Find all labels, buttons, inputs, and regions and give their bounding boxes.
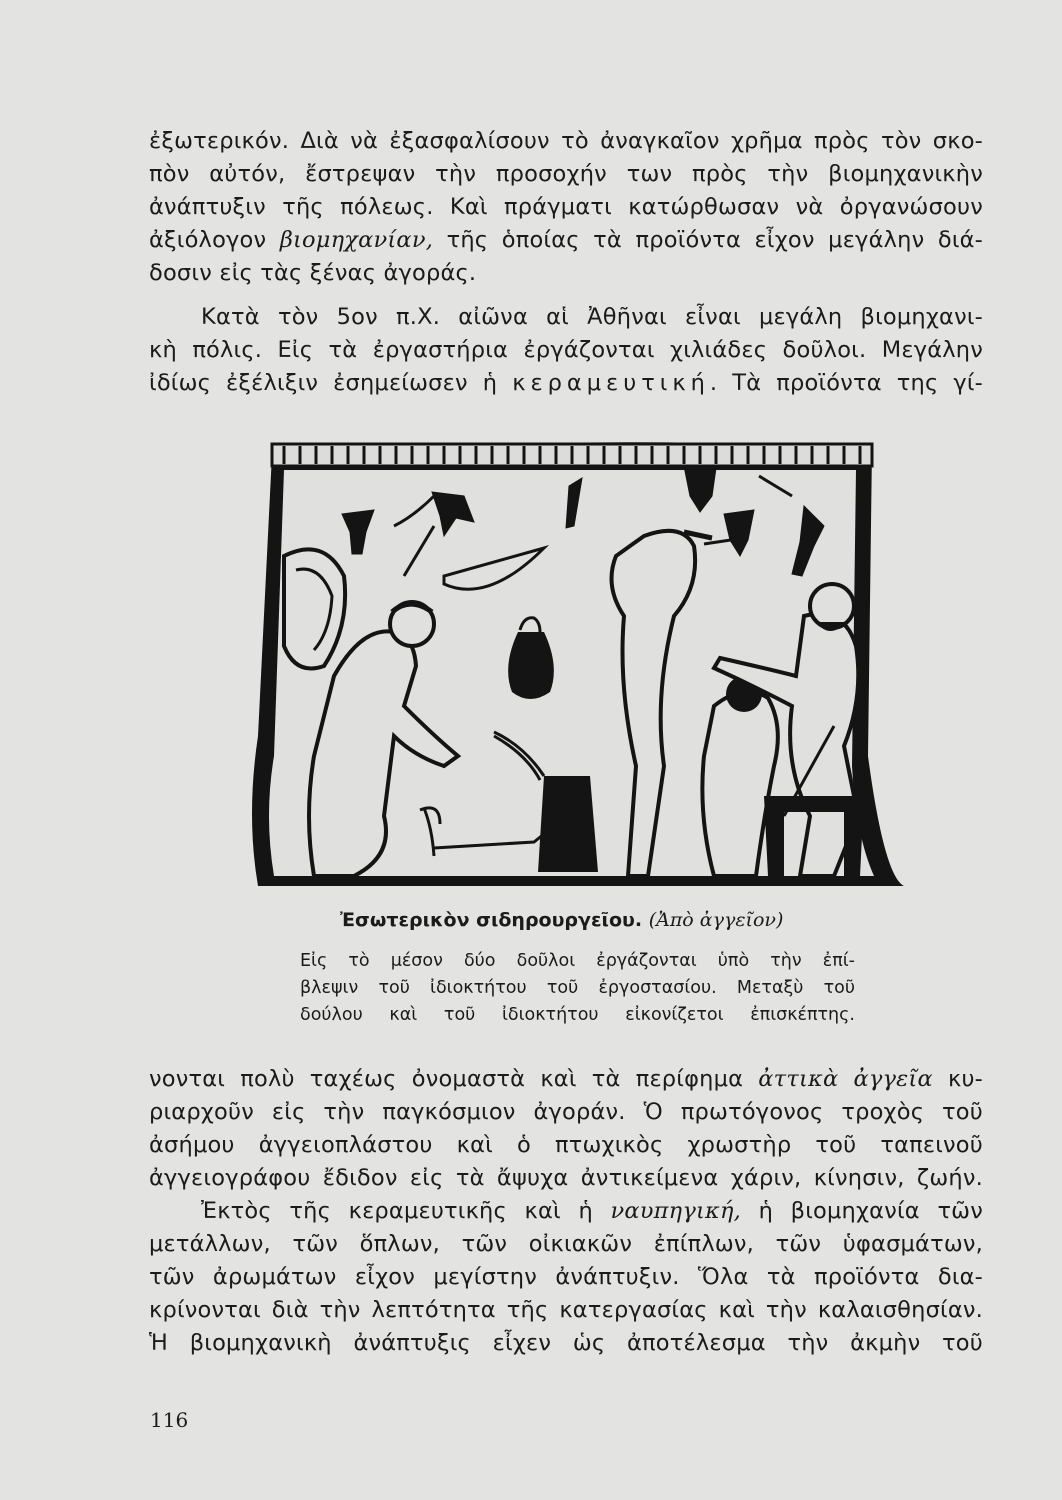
text-line: ἀγγειογράφου ἔδιδον εἰς τὰ ἄψυχα ἀντικείμενα χάριν, κίνησιν, ζωήν. [149,1165,983,1191]
text-line: κρίνονται διὰ τὴν λεπτότητα τῆς κατεργασίας καὶ τὴν καλαισθησίαν. [149,1297,983,1323]
text-line: ἐξωτερικόν. Διὰ νὰ ἐξασφαλίσουν τὸ ἀναγκαῖον χρῆμα πρὸς τὸν σκο- [149,128,983,154]
vase-painting-figure [244,436,916,888]
text-line: δοσιν εἰς τὰς ξένας ἀγοράς. [149,260,477,286]
text-line: Κατὰ τὸν 5ον π.Χ. αἰῶνα αἱ Ἀθῆναι εἶναι μεγάλη βιομηχανι- [201,304,983,330]
italic-term: ἀττικὰ ἀγγεῖα [758,1066,933,1092]
text-line: ἰδίως ἐξέλιξιν ἐσημείωσεν ἡ κεραμευτική. Τὰ προϊόντα της γί- [149,370,983,396]
text-line: κὴ πόλις. Εἰς τὰ ἐργαστήρια ἐργάζονται χιλιάδες δοῦλοι. Μεγάλην [149,337,983,363]
figure-caption-source: (Ἀπὸ ἀγγεῖον) [648,909,784,931]
text-line: τῶν ἀρωμάτων εἶχον μεγίστην ἀνάπτυξιν. Ὅλα τὰ προϊόντα δια- [149,1264,983,1290]
text-line: μετάλλων, τῶν ὅπλων, τῶν οἰκιακῶν ἐπίπλων, τῶν ὑφασμάτων, [149,1231,983,1257]
blacksmith-workshop-illustration [244,436,916,888]
caption-line: Εἰς τὸ μέσον δύο δοῦλοι ἐργάζονται ὑπὸ τὴν ἐπί- [300,951,855,971]
text-line: ἀσήμου ἀγγειοπλάστου καὶ ὁ πτωχικὸς χρωστὴρ τοῦ ταπεινοῦ [149,1132,983,1158]
figure-caption-body [300,948,855,1029]
text-line: Ἐκτὸς τῆς κεραμευτικῆς καὶ ἡ ναυπηγική, ἡ βιομηχανία τῶν [201,1198,983,1224]
caption-line: δούλου καὶ τοῦ ἰδιοκτήτου εἰκονίζετοι ἐπισκέπτης. [300,1005,855,1025]
top-paragraph [149,125,983,290]
text-line: πὸν αὐτόν, ἔστρεψαν τὴν προσοχήν των πρὸς τὴν βιομηχανικὴν [149,161,983,187]
text-line: ριαρχοῦν εἰς τὴν παγκόσμιον ἀγοράν. Ὁ πρωτόγονος τροχὸς τοῦ [149,1099,983,1125]
text-line: ἀνάπτυξιν τῆς πόλεως. Καὶ πράγματι κατώρθωσαν νὰ ὀργανώσουν [149,194,983,220]
page-number: 116 [150,1408,189,1432]
figure-caption-title: Ἐσωτερικὸν σιδηρουργεῖου. (Ἀπὸ ἀγγεῖον) [340,909,784,931]
text-line: Ἡ βιομηχανικὴ ἀνάπτυξις εἶχεν ὡς ἀποτέλεσμα τὴν ἀκμὴν τοῦ [149,1330,983,1356]
text-line: νονται πολὺ ταχέως ὀνομαστὰ καὶ τὰ περίφημα ἀττικὰ ἀγγεῖα κυ- [149,1066,983,1092]
caption-line: βλεψιν τοῦ ἰδιοκτήτου τοῦ ἐργοστασίου. Μεταξὺ τοῦ [300,978,855,998]
second-paragraph [149,301,983,400]
spaced-term: κεραμευτική [512,370,710,396]
bottom-paragraph [149,1063,983,1360]
italic-term: βιομηχανίαν, [279,227,434,253]
text-line: ἀξιόλογον βιομηχανίαν, τῆς ὁποίας τὰ προϊόντα εἶχον μεγάλην διά- [149,227,983,253]
italic-term: ναυπηγική, [610,1198,741,1224]
